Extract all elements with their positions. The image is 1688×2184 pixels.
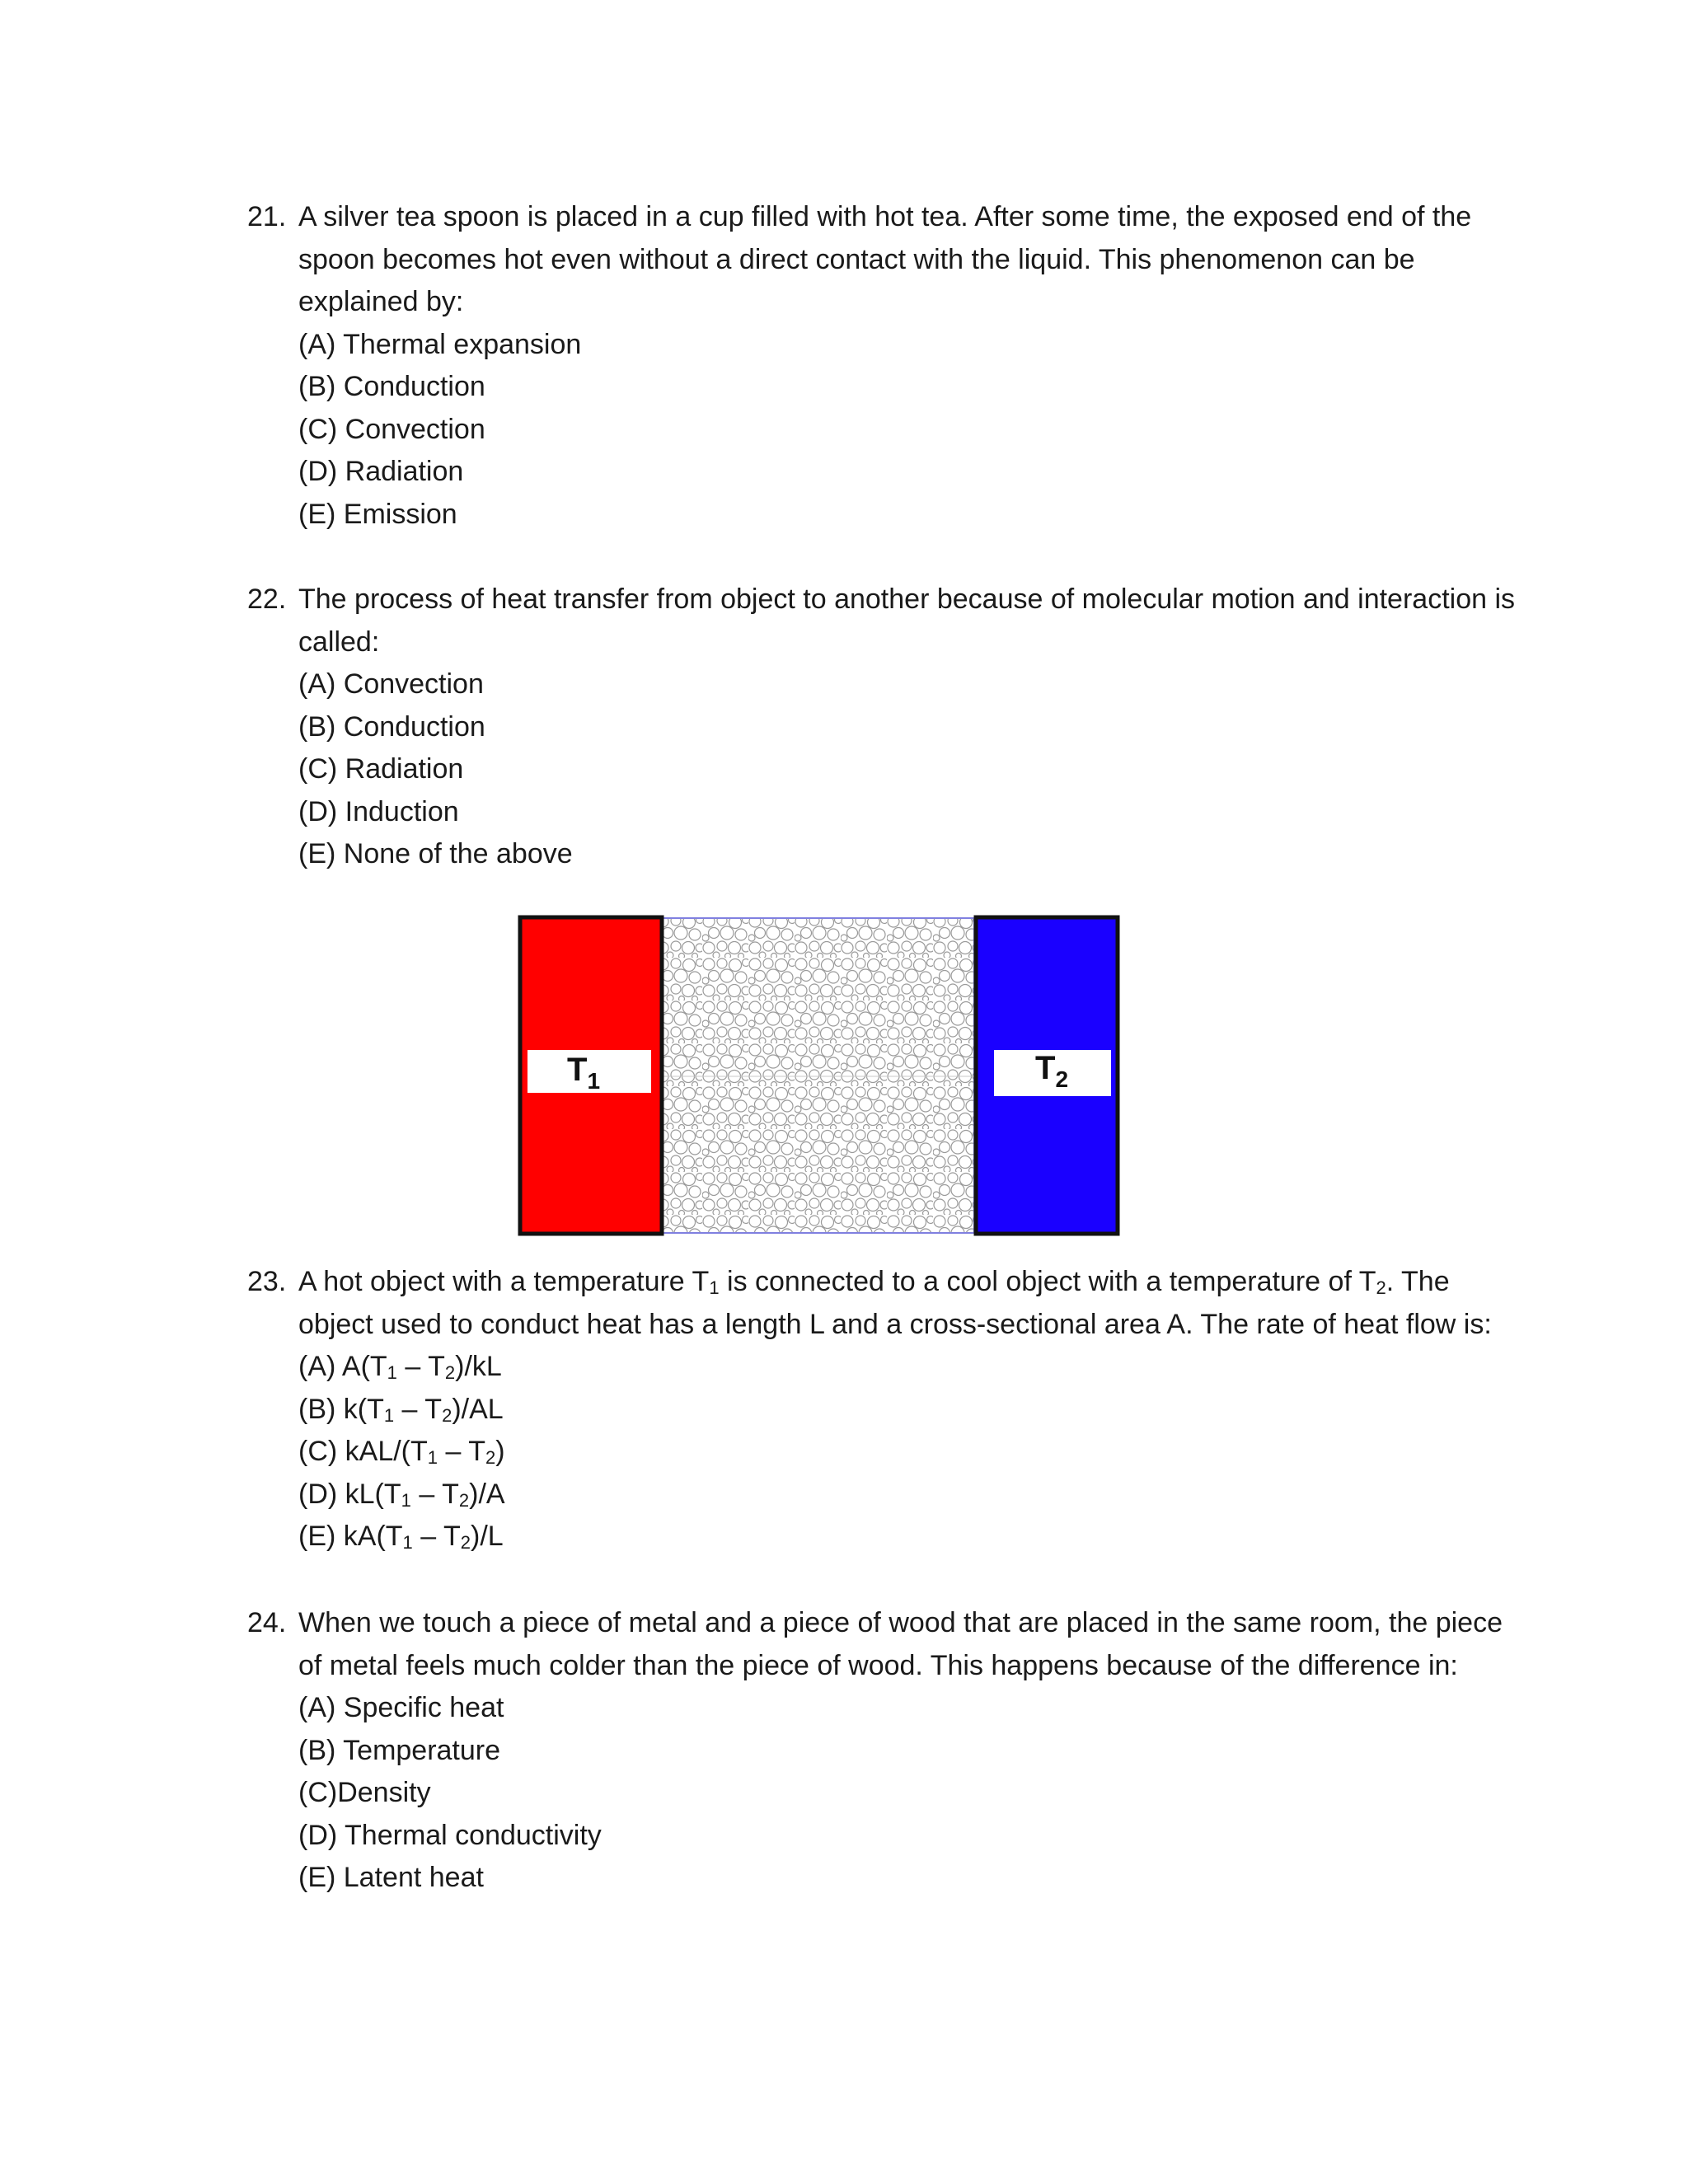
question-number: 24. <box>247 1607 287 1638</box>
option-a: (A) Convection <box>298 668 484 700</box>
options-list <box>298 1687 1517 1900</box>
options-list <box>298 324 1517 537</box>
question-text: When we touch a piece of metal and a piece of wood that are placed in the same room, the piece of metal feels much colder than the piece of wood. This happens because of the difference in: <box>298 1607 1503 1681</box>
option-b: (B) Conduction <box>298 371 485 402</box>
question-23 <box>247 1261 1517 1558</box>
option-e: (E) $kA(T_1 - T_2)/L$ <box>298 1521 504 1553</box>
option-d: (D) $kL(T_1 - T_2)/A$ <box>298 1478 505 1511</box>
option-e: (E) Emission <box>298 498 457 530</box>
question-text: A silver tea spoon is placed in a cup filled with hot tea. After some time, the exposed end of the spoon becomes hot even without a direct contact with the liquid. This phenomenon can be explained by: <box>298 201 1472 317</box>
question-text: The process of heat transfer from object to another because of molecular motion and interaction is called: <box>298 583 1516 658</box>
conductor-bar <box>661 918 974 1233</box>
question-text: A hot object with a temperature $T_1$ is connected to a cool object with a temperature of $T_2$. The object used to conduct heat has a length L and a cross-sectional area A. The rate of heat flow is: <box>298 1266 1492 1340</box>
option-d: (D) Radiation <box>298 456 464 487</box>
option-d: (D) Induction <box>298 795 459 827</box>
question-number: 23. <box>247 1266 287 1297</box>
question-number: 21. <box>247 201 287 232</box>
option-a: (A) Specific heat <box>298 1692 504 1723</box>
option-d: (D) Thermal conductivity <box>298 1819 602 1851</box>
option-a: (A) $A(T_1 - T_2)/kL$ <box>298 1351 502 1383</box>
option-c: (C) kAL/$(T_1 - T_2)$ <box>298 1436 505 1468</box>
question-24 <box>247 1602 1517 1900</box>
option-e: (E) None of the above <box>298 838 573 869</box>
option-a: (A) Thermal expansion <box>298 328 582 360</box>
option-c: (C)Density <box>298 1777 431 1808</box>
option-e: (E) Latent heat <box>298 1862 484 1893</box>
option-c: (C) Convection <box>298 413 485 445</box>
heat-conduction-diagram <box>518 915 1121 1236</box>
diagram-svg <box>518 915 1121 1236</box>
option-b: (B) $k(T_1 - T_2)/AL$ <box>298 1393 504 1426</box>
hot-temperature-label: $T_1$ <box>567 1052 601 1094</box>
option-b: (B) Conduction <box>298 710 485 743</box>
question-22 <box>247 579 1517 876</box>
question-number: 22. <box>247 583 287 615</box>
option-c: (C) Radiation <box>298 753 464 785</box>
cold-temperature-label: $T_2$ <box>1035 1050 1069 1092</box>
option-b: (B) Temperature <box>298 1734 501 1766</box>
options-list <box>298 1346 1517 1558</box>
question-21 <box>247 196 1517 536</box>
options-list <box>298 663 1517 876</box>
